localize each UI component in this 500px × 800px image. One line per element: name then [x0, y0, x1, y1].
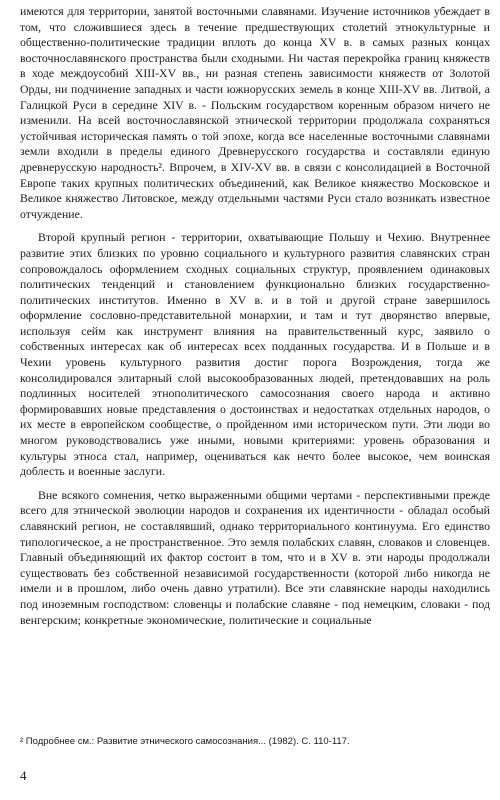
- paragraph-3: Вне всякого сомнения, четко выраженными общими чертами - перспективными прежде всего для этнической эволюции народов и сохранения их идентичности - обладал особый славянский регион, не составлявший, однако территориального континуума. Его единство типологическое, а не пространственное. Это земля полабских славян, словаков и словенцев. Главный объединяющий их фактор состоит в том, что и в XV в. эти народы продолжали существовать без собственной независимой государственности (которой либо никогда не имели и в прошлом, либо очень давно утратили). Все эти славянские народы находились под иноземным господством: словенцы и полабские славяне - под немецким, словаки - под венгерским; конкретные экономические, политические и социальные: [20, 487, 490, 627]
- paragraph-2: Второй крупный регион - территории, охватывающие Польшу и Чехию. Внутреннее развитие этих близких по уровню социального и культурного развития славянских стран сопровождалось оформлением сходных социальных структур, проявлением одинаковых политических тенденций и становлением функционально близких государственно-политических институтов. Именно в XV в. и в той и другой стране завершилось оформление сословно-представительной монархии, и там и тут дворянство впервые, используя сейм как инструмент влияния на правительственный курс, заявило о собственных интересах как об интересах всех подданных государства. И в Польше и в Чехии уровень культурного развития достиг порога Возрождения, тогда же консолидировался элитарный слой высокообразованных людей, претендовавших на роль подлинных носителей этнополитического самосознания своего народа и активно формировавших новые представления о достоинствах и недостатках отдельных народов, о их месте в европейском сообществе, о пройденном ими историческом пути. Эти люди во многом руководствовались уже иными, новыми критериями: уровень образования и культуры этноса стал, например, оцениваться как нечто более высокое, чем воинская доблесть и военные заслуги.: [20, 230, 490, 479]
- paragraph-1: имеются для территории, занятой восточными славянами. Изучение источников убеждает в том, что сложившиеся здесь в течение предшествующих столетий этнокультурные и общественно-политические традиции вплоть до конца XV в. в самых разных концах восточнославянского пространства были сходными. Ни частая перекройка границ княжеств в ходе междоусобий XIII-XV вв., ни разная степень зависимости княжеств от Золотой Орды, ни подчинение западных и части южнорусских земель в конце XIII-XV вв. Литвой, а Галицкой Руси в середине XIV в. - Польским государством коренным образом ничего не изменили. На всей восточнославянской этнической территории продолжала сохраняться устойчивая историческая память о той эпохе, когда все населенные восточными славянами земли входили в пределы единого Древнерусского государства и составляли единую древнерусскую народность². Впрочем, в XIV-XV вв. в связи с консолидацией в Восточной Европе таких крупных политических объединений, как Великое княжество Московское и Великое княжество Литовское, между отдельными частями Руси стало возникать известное отчуждение.: [20, 4, 490, 221]
- footnote: ² Подробнее см.: Развитие этнического самосознания... (1982). С. 110-117.: [20, 736, 350, 747]
- page-number: 4: [20, 768, 27, 783]
